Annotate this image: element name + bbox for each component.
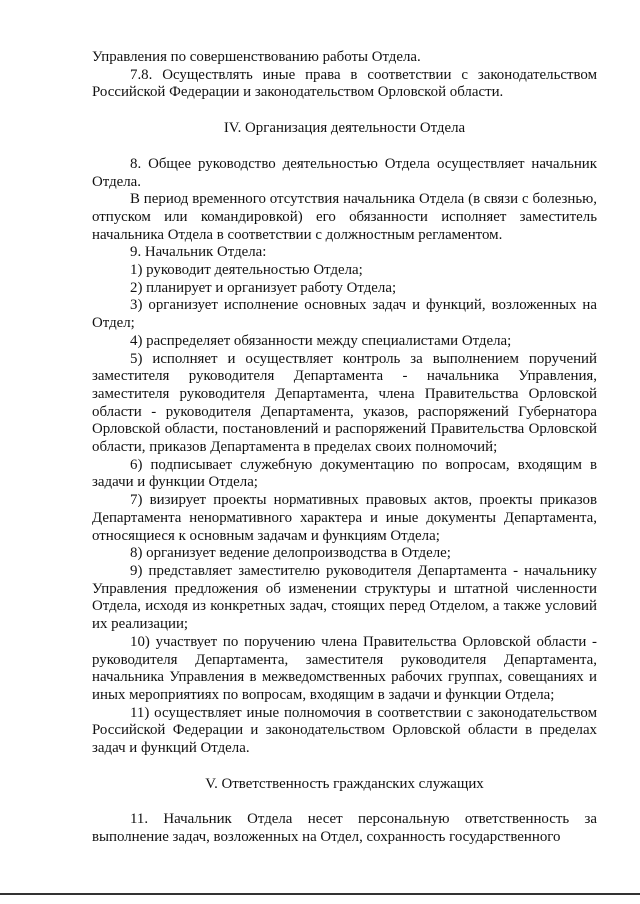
list-item: 3) организует исполнение основных задач и функций, возложенных на Отдел;	[92, 297, 597, 332]
section-heading-5: V. Ответственность гражданских служащих	[205, 775, 484, 792]
list-item: 9) представляет заместителю руководителя Департамента - начальнику Управления предложения об изменении структуры и штатной численности Отдела, исходя из конкретных задач, стоящих перед Отделом, а также условий их реализации;	[92, 562, 597, 633]
list-item: 8) организует ведение делопроизводства в Отделе;	[130, 545, 451, 562]
page-bottom-border	[0, 893, 640, 895]
list-item: 11) осуществляет иные полномочия в соответствии с законодательством Российской Федерации и законодательством Орловской области в пределах задач и функций Отдела.	[92, 704, 597, 757]
paragraph-11: 11. Начальник Отдела несет персональную ответственность за выполнение задач, возложенных на Отдел, сохранность государственного	[92, 811, 597, 846]
text-line: Управления по совершенствованию работы Отдела.	[92, 49, 421, 65]
list-item: 6) подписывает служебную документацию по вопросам, входящим в задачи и функции Отдела;	[92, 456, 597, 491]
paragraph-9: 9. Начальник Отдела:	[130, 244, 267, 261]
list-item: 10) участвует по поручению члена Правительства Орловской области - руководителя Департамента, заместителя руководителя Департамента, начальника Управления в межведомственных рабочих группах, совещаниях и иных мероприятиях по вопросам, входящим в задачи и функции Отдела;	[92, 633, 597, 703]
list-item: 4) распределяет обязанности между специалистами Отдела;	[130, 332, 512, 349]
list-item: 5) исполняет и осуществляет контроль за выполнением поручений заместителя руководителя Департамента - начальника Управления, заместителя руководителя Департамента, члена Правительства Орловской области - руководителя Департамента, указов, распоряжений Губернатора Орловской области, постановлений и распоряжений Правительства Орловской области, приказов Департамента в пределах своих полномочий;	[92, 350, 597, 456]
paragraph-8-substitute: В период временного отсутствия начальника Отдела (в связи с болезнью, отпуском или командировкой) его обязанности исполняет заместитель начальника Отдела в соответствии с должностным регламентом.	[92, 191, 597, 243]
section-heading-4: IV. Организация деятельности Отдела	[223, 120, 466, 137]
list-item: 7) визирует проекты нормативных правовых актов, проекты приказов Департамента ненормативного характера и иные документы Департамента, относящиеся к основным задачам и функциям Отдела;	[92, 492, 597, 544]
document-page	[92, 49, 597, 847]
list-item: 2) планирует и организует работу Отдела;	[130, 279, 397, 296]
paragraph-7-8: 7.8. Осуществлять иные права в соответствии с законодательством Российской Федерации и законодательством Орловской области.	[92, 66, 597, 101]
list-item: 1) руководит деятельностью Отдела;	[130, 262, 363, 279]
paragraph-8: 8. Общее руководство деятельностью Отдела осуществляет начальник Отдела.	[92, 155, 597, 190]
